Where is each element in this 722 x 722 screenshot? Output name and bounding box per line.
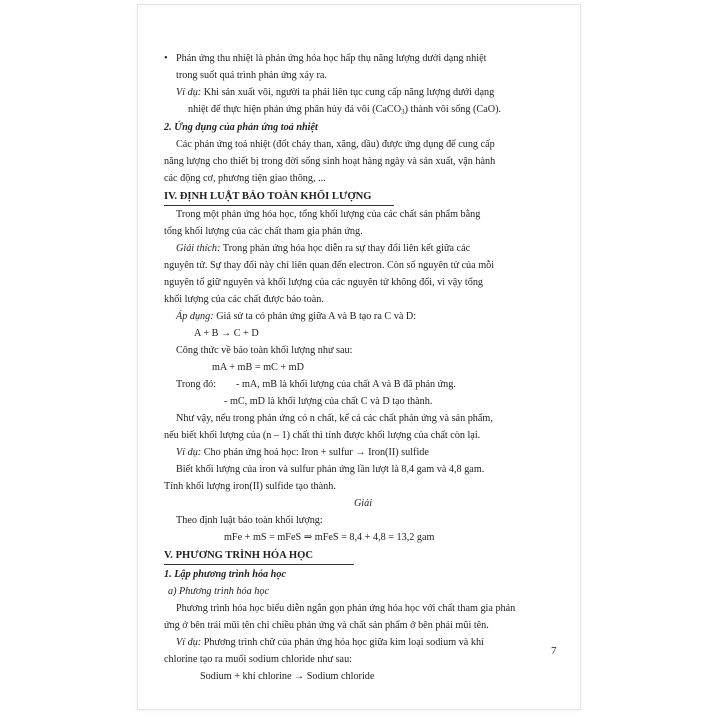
text-line: khối lượng của các chất được bảo toàn. bbox=[164, 294, 324, 305]
text-line: nếu biết khối lượng của (n – 1) chất thì tính được khối lượng của chất còn lại. bbox=[164, 430, 481, 441]
text-line: Các phản ứng toả nhiệt (đốt cháy than, xăng, dầu) được ứng dụng để cung cấp bbox=[176, 139, 495, 150]
text-line: Như vậy, nếu trong phản ứng có n chất, kể cả các chất phản ứng và sản phẩm, bbox=[176, 413, 493, 424]
example-1-cont bbox=[164, 101, 562, 118]
example-3 bbox=[164, 634, 562, 651]
text-span: Giả sử ta có phản ứng giữa A và B tạo ra C và D: bbox=[213, 311, 417, 322]
example-1 bbox=[164, 84, 562, 101]
solution-heading: Giải bbox=[353, 498, 373, 509]
where-label: Trong đó: bbox=[176, 379, 217, 390]
text-line: Khi sản xuất vôi, người ta phải liên tục cung cấp năng lượng dưới dạng bbox=[201, 87, 495, 98]
reaction-equation: A + B → C + D bbox=[194, 328, 259, 339]
page-number: 7 bbox=[551, 645, 557, 657]
text-line: tổng khối lượng của các chất tham gia phản ứng. bbox=[164, 226, 363, 237]
text-line: các động cơ, phương tiện giao thông, ... bbox=[164, 173, 326, 184]
text-line: Trong một phản ứng hóa học, tổng khối lượng của các chất sản phẩm bằng bbox=[176, 209, 481, 220]
example-label: Ví dụ: bbox=[176, 447, 202, 458]
text-line: Tính khối lượng iron(II) sulfide tạo thành. bbox=[164, 481, 336, 492]
solution-equation: mFe + mS = mFeS ⇒ mFeS = 8,4 + 4,8 = 13,2 gam bbox=[224, 532, 435, 543]
text-line: chlorine tạo ra muối sodium chloride như sau: bbox=[164, 654, 353, 665]
where-row-1 bbox=[164, 376, 562, 393]
text-span: ) thành vôi sống (CaO). bbox=[404, 104, 502, 115]
page-content bbox=[164, 50, 562, 685]
sub-subsection-heading: a) Phương trình hóa học bbox=[168, 586, 269, 597]
text-line: trong suốt quá trình phản ứng xảy ra. bbox=[176, 70, 327, 81]
text-span: Cho phản ứng hoá học: Iron + sulfur → Iron(II) sulfide bbox=[201, 447, 429, 458]
text-line: nguyên tố giữ nguyên và khối lượng của các nguyên tử không đổi, vì vậy tổng bbox=[164, 277, 484, 288]
word-equation: Sodium + khí chlorine → Sodium chloride bbox=[200, 671, 375, 682]
subscript: 3 bbox=[401, 108, 405, 116]
text-line: Biết khối lượng của iron và sulfur phản ứng lần lượt là 8,4 gam và 4,8 gam. bbox=[176, 464, 485, 475]
bullet-endothermic bbox=[164, 50, 562, 84]
text-line: Phản ứng thu nhiệt là phản ứng hóa học hấp thụ năng lượng dưới dạng nhiệt bbox=[176, 53, 487, 64]
explain-label: Giải thích: bbox=[176, 243, 221, 254]
application bbox=[164, 308, 562, 325]
example-label: Ví dụ: bbox=[176, 87, 202, 98]
text-line: năng lượng cho thiết bị trong đời sống sinh hoạt hàng ngày và sản xuất, vận hành bbox=[164, 156, 496, 167]
text-line: nguyên tử. Sự thay đổi này chỉ liên quan đến electron. Còn số nguyên tử của mỗi bbox=[164, 260, 495, 271]
section-heading-2: 2. Ứng dụng của phản ứng toả nhiệt bbox=[164, 122, 318, 133]
apply-label: Áp dụng: bbox=[176, 311, 214, 322]
text-line: Phương trình hóa học biểu diễn ngắn gọn phản ứng hóa học với chất tham gia phản bbox=[176, 603, 516, 614]
explanation bbox=[164, 240, 562, 257]
section-heading-v: V. PHƯƠNG TRÌNH HÓA HỌC bbox=[164, 547, 354, 565]
text-line: Theo định luật bảo toàn khối lượng: bbox=[176, 515, 323, 526]
example-2 bbox=[164, 444, 562, 461]
text-span: Trong phản ứng hóa học diễn ra sự thay đổi liên kết giữa các bbox=[220, 243, 471, 254]
subsection-heading: 1. Lập phương trình hóa học bbox=[164, 569, 286, 580]
text-span: nhiệt để thực hiện phản ứng phân hủy đá vôi (CaCO bbox=[188, 104, 402, 115]
mass-formula: mA + mB = mC + mD bbox=[212, 362, 304, 373]
section-heading-iv: IV. ĐỊNH LUẬT BẢO TOÀN KHỐI LƯỢNG bbox=[164, 188, 394, 206]
bullet-dot-icon: • bbox=[164, 53, 168, 64]
text-line: Công thức về bảo toàn khối lượng như sau: bbox=[176, 345, 353, 356]
text-line: ứng ở bên trái mũi tên chỉ chiều phản ứng và chất sản phẩm ở bên phải mũi tên. bbox=[164, 620, 489, 631]
where-row-2: - mC, mD là khối lượng của chất C và D tạo thành. bbox=[224, 396, 433, 407]
example-label: Ví dụ: bbox=[176, 637, 202, 648]
text-line: - mA, mB là khối lượng của chất A và B đã phản ứng. bbox=[236, 379, 456, 390]
text-span: Phương trình chữ của phản ứng hóa học giữa kim loại sodium và khí bbox=[201, 637, 484, 648]
